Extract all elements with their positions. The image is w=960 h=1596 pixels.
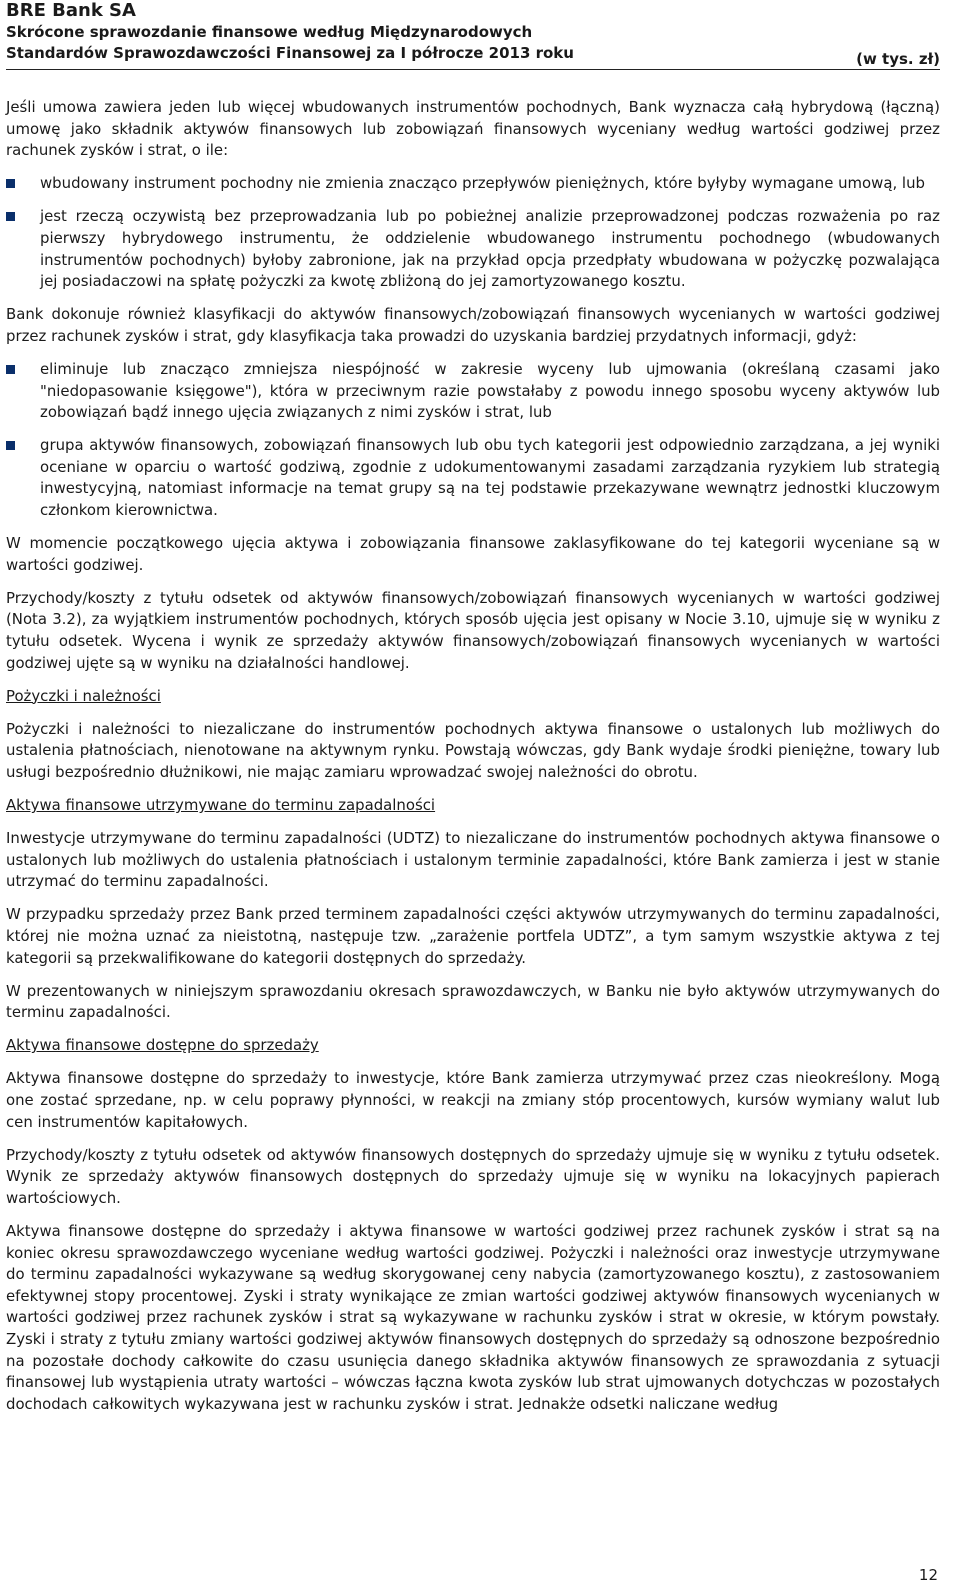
list-item bbox=[6, 206, 940, 292]
list-item bbox=[6, 173, 940, 195]
square-bullet-icon bbox=[6, 179, 15, 188]
paragraph: W prezentowanych w niniejszym sprawozdaniu okresach sprawozdawczych, w Banku nie było aktywów utrzymywanych do terminu zapadalności. bbox=[6, 981, 940, 1022]
paragraph: Aktywa finansowe dostępne do sprzedaży i aktywa finansowe w wartości godziwej przez rachunek zysków i strat są na koniec okresu sprawozdawczego wyceniane według wartości godziwej. Pożyczki i należności oraz inwestycje utrzymywane do terminu zapadalności wykazywane są według skorygowanej ceny nabycia (zamortyzowanego kosztu), z zastosowaniem efektywnej stopy procentowej. Zyski i straty wynikające ze zmian wartości godziwej aktywów finansowych wycenianych w wartości godziwej przez rachunek zysków i strat są wykazywane w rachunku zysków i strat w okresie, w którym powstały. Zyski i straty z tytułu zmiany wartości godziwej aktywów finansowych dostępnych do sprzedaży są odnoszone bezpośrednio na pozostałe dochody całkowite do czasu usunięcia danego składnika aktywów finansowych ze sprawozdania z sytuacji finansowej lub wystąpienia utraty wartości – wówczas łączna kwota zysków lub strat ujmowanych dotychczas w pozostałych dochodach całkowitych wykazywana jest w rachunku zysków i strat. Jednakże odsetki naliczane według bbox=[6, 1222, 940, 1413]
list-item-text: wbudowany instrument pochodny nie zmienia znacząco przepływów pieniężnych, które byłyby wymagane umową, lub bbox=[40, 174, 925, 193]
header-divider bbox=[6, 69, 940, 70]
section-heading-afs: Aktywa finansowe dostępne do sprzedaży bbox=[6, 1036, 319, 1055]
square-bullet-icon bbox=[6, 212, 15, 221]
paragraph: Przychody/koszty z tytułu odsetek od aktywów finansowych dostępnych do sprzedaży ujmuje się w wyniku z tytułu odsetek. Wynik ze sprzedaży aktywów finansowych dostępnych do sprzedaży ujmuje się w wyniku na lokacyjnych papierach wartościowych. bbox=[6, 1145, 940, 1207]
paragraph: Pożyczki i należności to niezaliczane do instrumentów pochodnych aktywa finansowe o ustalonych lub możliwych do ustalenia płatnościach, nienotowane na aktywnym rynku. Powstają wówczas, gdy Bank wydaje środki pieniężne, towary lub usługi bezpośrednio dłużnikowi, nie mając zamiaru wprowadzać swojej należności do obrotu. bbox=[6, 719, 940, 781]
paragraph: Jeśli umowa zawiera jeden lub więcej wbudowanych instrumentów pochodnych, Bank wyznacza całą hybrydową (łączną) umowę jako składnik aktywów finansowych lub zobowiązań finansowych wyceniany według wartości godziwej przez rachunek zysków i strat, o ile: bbox=[6, 98, 940, 160]
page-header bbox=[6, 0, 940, 68]
bullet-list bbox=[6, 173, 940, 292]
list-item bbox=[6, 359, 940, 424]
section-heading-htm: Aktywa finansowe utrzymywane do terminu zapadalności bbox=[6, 796, 436, 815]
square-bullet-icon bbox=[6, 365, 15, 374]
section-heading-loans: Pożyczki i należności bbox=[6, 686, 161, 705]
square-bullet-icon bbox=[6, 441, 15, 450]
list-item-text: grupa aktywów finansowych, zobowiązań finansowych lub obu tych kategorii jest odpowiednio zarządzana, a jej wyniki oceniane w oparciu o wartość godziwą, zgodnie z udokumentowanymi zasadami zarządzania ryzykiem lub strategią inwestycyjną, natomiast informacje na temat grupy są na tej podstawie przekazywane wewnątrz jednostki kluczowym członkom kierownictwa. bbox=[40, 436, 940, 519]
report-title-line-2: Standardów Sprawozdawczości Finansowej za I półrocze 2013 roku bbox=[6, 44, 574, 62]
paragraph: W przypadku sprzedaży przez Bank przed terminem zapadalności części aktywów utrzymywanych do terminu zapadalności, której nie można uznać za nieistotną, następuje tzw. „zarażenie portfela UDTZ”, a tym samym wszystkie aktywa z tej kategorii są przekwalifikowane do kategorii dostępnych do sprzedaży. bbox=[6, 905, 940, 967]
paragraph: Aktywa finansowe dostępne do sprzedaży to inwestycje, które Bank zamierza utrzymywać przez czas nieokreślony. Mogą one zostać sprzedane, np. w celu poprawy płynności, w reakcji na zmiany stóp procentowych, kursów wymiany walut lub cen instrumentów kapitałowych. bbox=[6, 1069, 940, 1131]
paragraph: W momencie początkowego ujęcia aktywa i zobowiązania finansowe zaklasyfikowane do tej kategorii wyceniane są w wartości godziwej. bbox=[6, 534, 940, 574]
list-item bbox=[6, 435, 940, 521]
currency-unit: (w tys. zł) bbox=[856, 50, 940, 68]
paragraph: Bank dokonuje również klasyfikacji do aktywów finansowych/zobowiązań finansowych wycenianych w wartości godziwej przez rachunek zysków i strat, gdy klasyfikacja taka prowadzi do uzyskania bardziej przydatnych informacji, gdyż: bbox=[6, 305, 940, 345]
paragraph: Inwestycje utrzymywane do terminu zapadalności (UDTZ) to niezaliczane do instrumentów pochodnych aktywa finansowe o ustalonych lub możliwych do ustalenia płatnościach i ustalonym terminie zapadalności, które Bank zamierza i jest w stanie utrzymać do terminu zapadalności. bbox=[6, 829, 940, 891]
list-item-text: jest rzeczą oczywistą bez przeprowadzania lub po pobieżnej analizie przeprowadzonej podczas rozważenia po raz pierwszy hybrydowego instrumentu, że oddzielenie wbudowanego instrumentu pochodnego (wbudowanych instrumentów pochodnych) byłoby zabronione, jak na przykład opcja przedpłaty wbudowana w pożyczkę pozwalająca jej posiadaczowi na spłatę pożyczki za kwotę zbliżoną do jej zamortyzowanego kosztu. bbox=[40, 207, 940, 291]
list-item-text: eliminuje lub znacząco zmniejsza niespójność w zakresie wyceny lub ujmowania (określaną czasami jako "niedopasowanie księgowe"), która w przeciwnym razie powstałaby z powodu innego sposobu wyceny aktywów lub zobowiązań bądź innego ujęcia związanych z nimi zysków i strat, lub bbox=[40, 359, 940, 422]
bank-name: BRE Bank SA bbox=[6, 0, 136, 21]
report-title-line-1: Skrócone sprawozdanie finansowe według Międzynarodowych bbox=[6, 23, 533, 41]
document-page bbox=[6, 0, 940, 1427]
paragraph: Przychody/koszty z tytułu odsetek od aktywów finansowych/zobowiązań finansowych wycenianych w wartości godziwej (Nota 3.2), za wyjątkiem instrumentów pochodnych, których sposób ujęcia jest opisany w Nocie 3.10, ujmuje się w wyniku z tytułu odsetek. Wycena i wynik ze sprzedaży aktywów finansowych/zobowiązań finansowych wycenianych w wartości godziwej ujęte są w wyniku na działalności handlowej. bbox=[6, 588, 940, 672]
document-body bbox=[6, 97, 940, 1415]
page-number: 12 bbox=[918, 1566, 938, 1584]
bullet-list bbox=[6, 359, 940, 522]
